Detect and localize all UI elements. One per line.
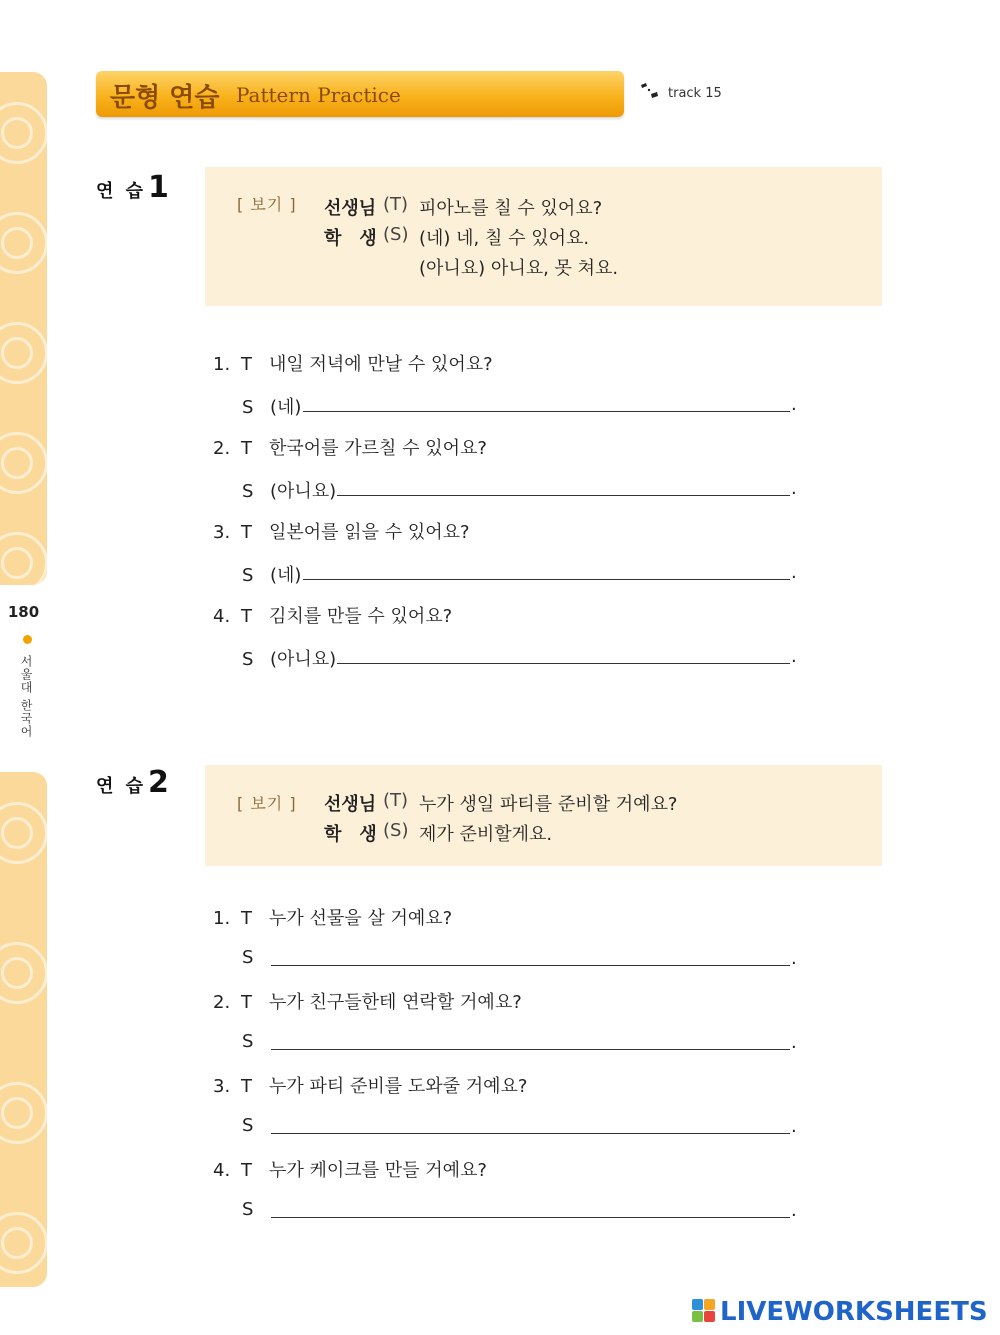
- teacher-marker: T: [241, 522, 252, 543]
- exercise-label: 연 습: [96, 181, 147, 202]
- question-line: [213, 350, 493, 376]
- teacher-marker: T: [241, 992, 252, 1013]
- student-role: 학 생: [324, 824, 377, 845]
- item-number: 2.: [213, 438, 231, 459]
- teacher-code: (T): [383, 790, 409, 811]
- student-marker: S: [242, 1199, 254, 1220]
- question-line: [213, 904, 452, 930]
- student-role: 학 생: [324, 228, 377, 249]
- answer-line: [242, 947, 270, 968]
- teacher-marker: T: [241, 354, 252, 375]
- answer-cue: (아니요): [270, 649, 337, 670]
- swirl-ornament: [0, 432, 47, 494]
- teacher-text: 누가 생일 파티를 준비할 거예요?: [419, 794, 678, 815]
- swirl-ornament: [0, 212, 47, 274]
- exercise-label: 연 습: [96, 776, 147, 797]
- answer-blank[interactable]: [303, 579, 790, 580]
- period: .: [791, 562, 797, 583]
- answer-cue: (아니요): [270, 481, 337, 502]
- student-marker: S: [242, 1115, 254, 1136]
- section-header: [96, 71, 624, 117]
- teacher-role: 선생님: [324, 794, 377, 815]
- question-line: [213, 1156, 487, 1182]
- swirl-ornament: [0, 322, 47, 384]
- answer-blank[interactable]: [271, 1049, 790, 1050]
- example-box-2: [205, 765, 882, 866]
- answer-cue: (네): [270, 397, 302, 418]
- sidebar-band-top: [0, 72, 47, 585]
- period: .: [791, 948, 797, 969]
- audio-track-icon[interactable]: [640, 82, 662, 104]
- answer-line: [242, 477, 336, 503]
- swirl-ornament: [0, 102, 47, 164]
- student-marker: S: [242, 1031, 254, 1052]
- student-marker: S: [242, 397, 254, 418]
- answer-line: [242, 393, 301, 419]
- item-number: 1.: [213, 908, 231, 929]
- swirl-ornament: [0, 942, 47, 1004]
- answer-no: (아니요) 아니요, 못 쳐요.: [419, 258, 619, 279]
- item-number: 3.: [213, 1076, 231, 1097]
- period: .: [791, 1116, 797, 1137]
- period: .: [791, 646, 797, 667]
- page-dot: [23, 635, 32, 644]
- answer-blank[interactable]: [271, 1217, 790, 1218]
- swirl-ornament: [0, 1212, 47, 1274]
- example-label: [ 보기 ]: [237, 195, 297, 214]
- item-number: 4.: [213, 606, 231, 627]
- student-marker: S: [242, 481, 254, 502]
- question-text: 내일 저녁에 만날 수 있어요?: [269, 354, 493, 375]
- period: .: [791, 394, 797, 415]
- period: .: [791, 1032, 797, 1053]
- question-text: 누가 선물을 살 거예요?: [269, 908, 453, 929]
- period: .: [791, 478, 797, 499]
- item-number: 4.: [213, 1160, 231, 1181]
- item-number: 2.: [213, 992, 231, 1013]
- teacher-marker: T: [241, 908, 252, 929]
- swirl-ornament: [0, 1082, 47, 1144]
- liveworksheets-logo-icon: [692, 1299, 716, 1323]
- answer-blank[interactable]: [337, 495, 790, 496]
- exercise-number: 1: [148, 170, 169, 205]
- exercise-number: 2: [148, 765, 169, 800]
- sidebar-band-bottom: [0, 772, 47, 1287]
- answer-line: [242, 1199, 270, 1220]
- item-number: 3.: [213, 522, 231, 543]
- track-label: track 15: [668, 86, 722, 101]
- item-number: 1.: [213, 354, 231, 375]
- period: .: [791, 1200, 797, 1221]
- teacher-marker: T: [241, 438, 252, 459]
- student-code: (S): [383, 820, 409, 841]
- question-text: 누가 친구들한테 연락할 거예요?: [269, 992, 522, 1013]
- question-text: 누가 파티 준비를 도와줄 거예요?: [269, 1076, 528, 1097]
- answer-yes: (네) 네, 칠 수 있어요.: [419, 228, 590, 249]
- teacher-marker: T: [241, 606, 252, 627]
- teacher-role: 선생님: [324, 198, 377, 219]
- student-marker: S: [242, 565, 254, 586]
- question-line: [213, 988, 522, 1014]
- teacher-text: 피아노를 칠 수 있어요?: [419, 198, 603, 219]
- question-text: 김치를 만들 수 있어요?: [269, 606, 453, 627]
- swirl-ornament: [0, 802, 47, 864]
- book-title: 서울대 한국어: [19, 655, 33, 738]
- student-code: (S): [383, 224, 409, 245]
- answer-blank[interactable]: [337, 663, 790, 664]
- question-line: [213, 518, 470, 544]
- student-marker: S: [242, 947, 254, 968]
- answer-line: [242, 1115, 270, 1136]
- answer-line: [242, 561, 301, 587]
- example-box-1: [205, 167, 882, 306]
- teacher-marker: T: [241, 1076, 252, 1097]
- page-number: 180: [7, 603, 40, 621]
- question-text: 일본어를 읽을 수 있어요?: [269, 522, 470, 543]
- teacher-code: (T): [383, 194, 409, 215]
- section-title-en: Pattern Practice: [236, 83, 401, 107]
- swirl-ornament: [0, 532, 47, 585]
- student-marker: S: [242, 649, 254, 670]
- section-title-ko: 문형 연습: [110, 83, 220, 113]
- answer-cue: (네): [270, 565, 302, 586]
- exercise-2-title: [96, 765, 169, 800]
- question-text: 누가 케이크를 만들 거예요?: [269, 1160, 487, 1181]
- liveworksheets-text: LIVEWORKSHEETS: [720, 1297, 988, 1327]
- question-line: [213, 602, 452, 628]
- question-line: [213, 1072, 527, 1098]
- answer-blank[interactable]: [303, 411, 790, 412]
- question-line: [213, 434, 487, 460]
- exercise-1-title: [96, 170, 169, 205]
- answer-line: [242, 1031, 270, 1052]
- example-label: [ 보기 ]: [237, 794, 297, 813]
- answer-blank[interactable]: [271, 1133, 790, 1134]
- question-text: 한국어를 가르칠 수 있어요?: [269, 438, 487, 459]
- answer-blank[interactable]: [271, 965, 790, 966]
- teacher-marker: T: [241, 1160, 252, 1181]
- student-text: 제가 준비할게요.: [419, 824, 553, 845]
- answer-line: [242, 645, 336, 671]
